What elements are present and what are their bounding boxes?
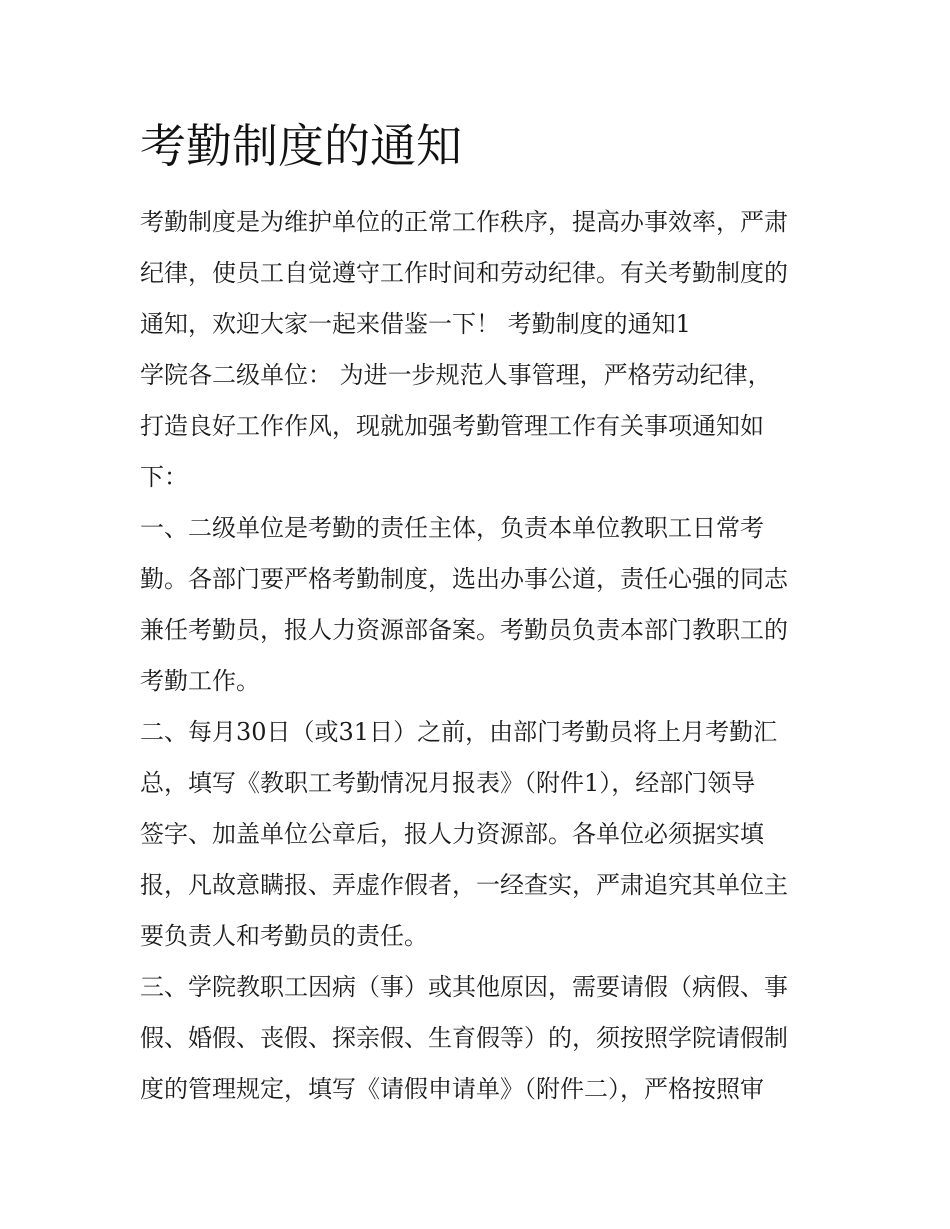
body-line: 签字、加盖单位公章后，报人力资源部。各单位必须据实填 — [140, 820, 764, 848]
body-line: 度的管理规定，填写《请假申请单》（附件二），严格按照审 — [140, 1075, 764, 1103]
body-line: 要负责人和考勤员的责任。 — [140, 922, 428, 950]
body-line: 考勤制度是为维护单位的正常工作秩序，提高办事效率，严肃 — [140, 208, 788, 236]
body-line: 下： — [140, 463, 188, 491]
document-title: 考勤制度的通知 — [140, 119, 462, 173]
body-line: 考勤工作。 — [140, 667, 260, 695]
body-line: 总，填写《教职工考勤情况月报表》（附件1），经部门领导 — [140, 769, 756, 797]
body-line: 通知，欢迎大家一起来借鉴一下！ 考勤制度的通知1 — [140, 310, 691, 338]
body-line: 一、二级单位是考勤的责任主体，负责本单位教职工日常考 — [140, 514, 764, 542]
body-line: 二、每月30日（或31日）之前，由部门考勤员将上月考勤汇 — [140, 718, 778, 746]
body-line: 学院各二级单位： 为进一步规范人事管理，严格劳动纪律， — [140, 361, 772, 389]
body-line: 报，凡故意瞒报、弄虚作假者，一经查实，严肃追究其单位主 — [140, 871, 788, 899]
body-line: 三、学院教职工因病（事）或其他原因，需要请假（病假、事 — [140, 973, 788, 1001]
body-line: 假、婚假、丧假、探亲假、生育假等）的，须按照学院请假制 — [140, 1024, 788, 1052]
body-line: 兼任考勤员，报人力资源部备案。考勤员负责本部门教职工的 — [140, 616, 788, 644]
body-line: 勤。各部门要严格考勤制度，选出办事公道，责任心强的同志 — [140, 565, 788, 593]
body-line: 纪律，使员工自觉遵守工作时间和劳动纪律。有关考勤制度的 — [140, 259, 788, 287]
body-line: 打造良好工作作风，现就加强考勤管理工作有关事项通知如 — [140, 412, 764, 440]
